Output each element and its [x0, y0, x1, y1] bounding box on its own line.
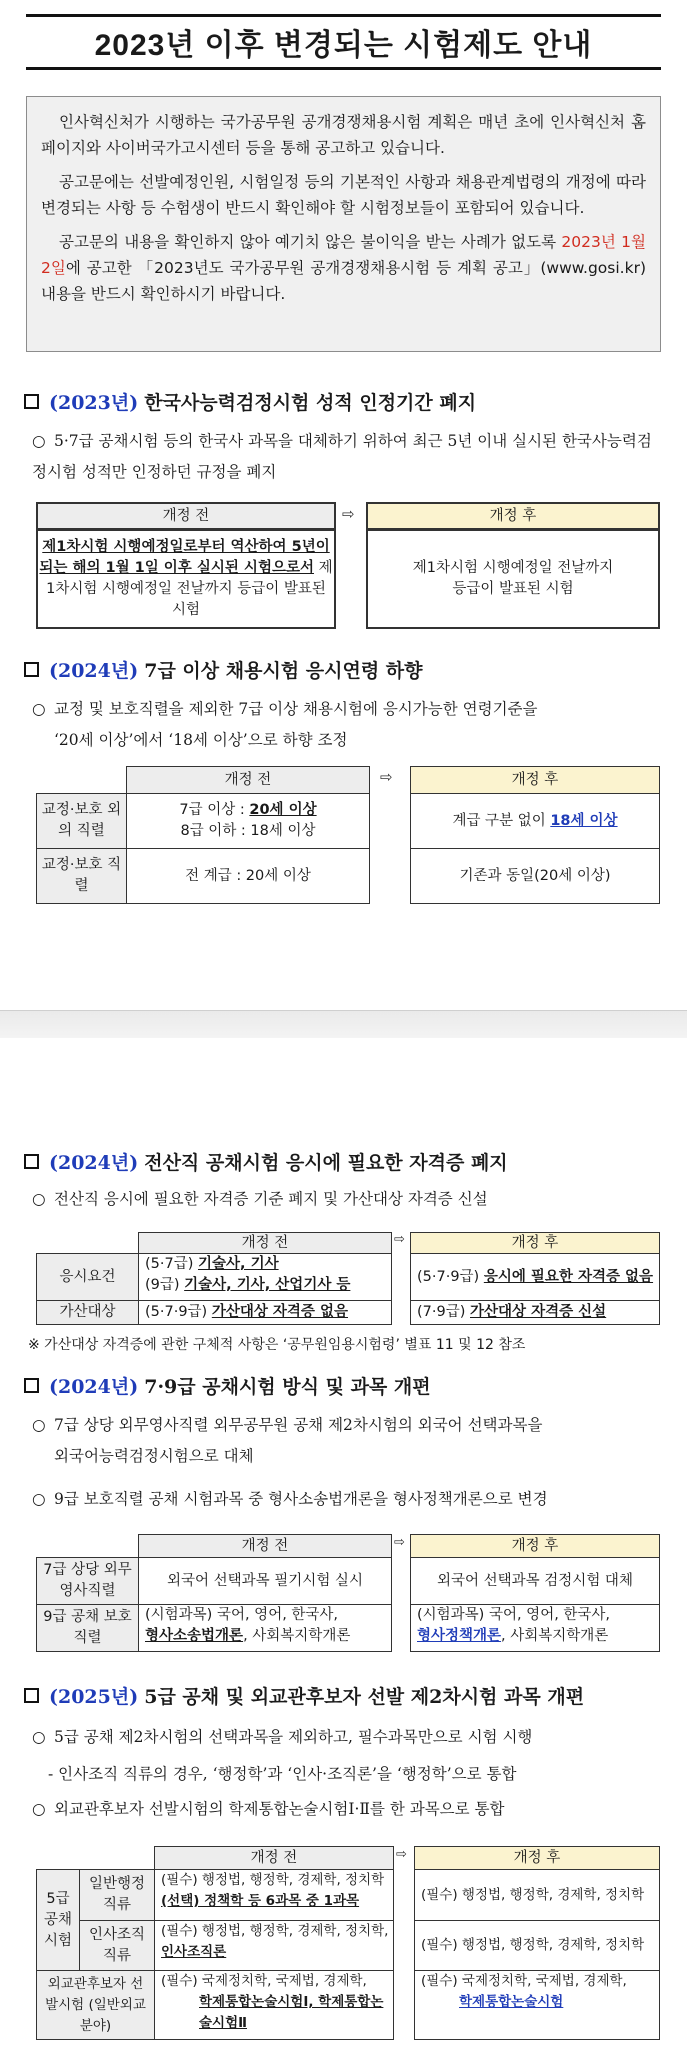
arrow-icon: ⇨ — [380, 768, 393, 786]
s5-row1-after: (필수) 행정법, 행정학, 경제학, 정치학 — [414, 1869, 660, 1921]
s3-after-header: 개정 후 — [410, 1232, 660, 1254]
section-heading-3: (2024년) 전산직 공채시험 응시에 필요한 자격증 폐지 — [24, 1148, 508, 1175]
section-3-bullet: ○ 전산직 응시에 필요한 자격증 기준 폐지 및 가산대상 자격증 신설 — [32, 1184, 664, 1215]
s5-row2-label: 인사조직 직류 — [79, 1920, 155, 1971]
s3-row1-before: (5·7급) 기술사, 기사 (9급) 기술사, 기사, 산업기사 등 — [138, 1253, 392, 1301]
circle-bullet-icon: ○ — [32, 1800, 46, 1818]
s4-row2-before: (시험과목) 국어, 영어, 한국사, 형사소송법개론, 사회복지학개론 — [138, 1604, 392, 1652]
arrow-icon: ⇨ — [396, 1847, 407, 1862]
page-separator — [0, 1010, 687, 1040]
s4-row1-after: 외국어 선택과목 검정시험 대체 — [410, 1557, 660, 1605]
s3-row1-after: (5·7·9급) 응시에 필요한 자격증 없음 — [410, 1253, 660, 1301]
notice-date: 2023년 1월 2일 — [41, 233, 646, 277]
s3-row2-after: (7·9급) 가산대상 자격증 신설 — [410, 1300, 660, 1325]
notice-paragraph-2: 공고문에는 선발예정인원, 시험일정 등의 기본적인 사항과 채용관계법령의 개정에 따라 변경되는 사항 등 수험생이 반드시 확인해야 할 시험정보들이 포함되어 있습니다. — [41, 173, 646, 217]
checkbox-square-icon — [24, 394, 39, 409]
s2-after-header: 개정 후 — [410, 766, 660, 794]
section-heading-4: (2024년) 7·9급 공채시험 방식 및 과목 개편 — [24, 1372, 431, 1399]
checkbox-square-icon — [24, 1378, 39, 1393]
s5-row3-label: 외교관후보자 선발시험 (일반외교 분야) — [36, 1970, 155, 2040]
s1-after-header: 개정 후 — [366, 502, 660, 530]
page-1 — [0, 0, 687, 1010]
section-4-bullet-1: ○ 7급 상당 외무영사직렬 외무공무원 공채 제2차시험의 외국어 선택과목을 외국어능력검정시험으로 대체 — [32, 1410, 664, 1472]
section-5-subitem: - 인사조직 직류의 경우, ‘행정학’과 ‘인사·조직론’을 ‘행정학’으로 통합 — [48, 1765, 517, 1783]
s4-before-header: 개정 전 — [138, 1534, 392, 1558]
s2-row2-label: 교정·보호 직렬 — [36, 848, 127, 904]
s2-row1-before: 7급 이상 : 20세 이상 8급 이하 : 18세 이상 — [126, 793, 370, 849]
s2-row1-label: 교정·보호 외의 직렬 — [36, 793, 127, 849]
s5-row1-before: (필수) 행정법, 행정학, 경제학, 정치학 (선택) 정책학 등 6과목 중 1과목 — [154, 1869, 394, 1921]
s5-before-header: 개정 전 — [154, 1846, 394, 1870]
s1-before-cell: 제1차시험 시행예정일로부터 역산하여 5년이 되는 해의 1월 1일 이후 실시된 시험으로서 제1차시험 시행예정일 전날까지 등급이 발표된 시험 — [36, 529, 336, 629]
notice-paragraph-1: 인사혁신처가 시행하는 국가공무원 공개경쟁채용시험 계획은 매년 초에 인사혁신처 홈페이지와 사이버국가고시센터 등을 통해 공고하고 있습니다. — [41, 113, 646, 157]
arrow-icon: ⇨ — [342, 505, 355, 523]
circle-bullet-icon: ○ — [32, 1190, 46, 1208]
circle-bullet-icon: ○ — [32, 1416, 46, 1434]
s5-group-label: 5급 공채 시험 — [36, 1869, 80, 1971]
document-title: 2023년 이후 변경되는 시험제도 안내 — [26, 14, 661, 70]
circle-bullet-icon: ○ — [32, 1728, 46, 1746]
circle-bullet-icon: ○ — [32, 700, 46, 718]
checkbox-square-icon — [24, 662, 39, 677]
notice-paragraph-3: 공고문의 내용을 확인하지 않아 예기치 않은 불이익을 받는 사례가 없도록 2023년 1월 2일에 공고한 「2023년도 국가공무원 공개경쟁채용시험 등 계획 공고」(www.gosi.kr) 내용을 반드시 확인하시기 바랍니다. — [41, 233, 646, 303]
s2-before-header: 개정 전 — [126, 766, 370, 794]
arrow-icon: ⇨ — [394, 1535, 405, 1550]
s5-row2-before: (필수) 행정법, 행정학, 경제학, 정치학, 인사조직론 — [154, 1920, 394, 1971]
section-heading-5: (2025년) 5급 공채 및 외교관후보자 선발 제2차시험 과목 개편 — [24, 1682, 584, 1709]
circle-bullet-icon: ○ — [32, 1490, 46, 1508]
section-1-bullet: ○ 5·7급 공채시험 등의 한국사 과목을 대체하기 위하여 최근 5년 이내 실시된 한국사능력검정시험 성적만 인정하던 규정을 폐지 — [32, 426, 664, 488]
s1-before-header: 개정 전 — [36, 502, 336, 530]
s5-row1-label: 일반행정 직류 — [79, 1869, 155, 1921]
s4-after-header: 개정 후 — [410, 1534, 660, 1558]
section-5-bullet-1: ○ 5급 공채 제2차시험의 선택과목을 제외하고, 필수과목만으로 시험 시행 — [32, 1722, 664, 1753]
s5-row2-after: (필수) 행정법, 행정학, 경제학, 정치학 — [414, 1920, 660, 1971]
section-heading-2: (2024년) 7급 이상 채용시험 응시연령 하향 — [24, 656, 423, 683]
s4-row2-after: (시험과목) 국어, 영어, 한국사, 형사정책개론, 사회복지학개론 — [410, 1604, 660, 1652]
arrow-icon: ⇨ — [394, 1232, 405, 1247]
circle-bullet-icon: ○ — [32, 432, 46, 450]
s2-row2-after: 기존과 동일(20세 이상) — [410, 848, 660, 904]
section-4-bullet-2: ○ 9급 보호직렬 공채 시험과목 중 형사소송법개론을 형사정책개론으로 변경 — [32, 1484, 664, 1515]
s2-row1-after: 계급 구분 없이 18세 이상 — [410, 793, 660, 849]
section-5-bullet-2: ○ 외교관후보자 선발시험의 학제통합논술시험Ⅰ·Ⅱ를 한 과목으로 통합 — [32, 1794, 664, 1825]
s3-row2-before: (5·7·9급) 가산대상 자격증 없음 — [138, 1300, 392, 1325]
s4-row2-label: 9급 공채 보호직렬 — [36, 1604, 139, 1652]
s4-row1-label: 7급 상당 외무영사직렬 — [36, 1557, 139, 1605]
s5-after-header: 개정 후 — [414, 1846, 660, 1870]
checkbox-square-icon — [24, 1154, 39, 1169]
section-heading-1: (2023년) 한국사능력검정시험 성적 인정기간 폐지 — [24, 388, 476, 415]
section-2-bullet: ○ 교정 및 보호직렬을 제외한 7급 이상 채용시험에 응시가능한 연령기준을 ‘20세 이상’에서 ‘18세 이상’으로 하향 조정 — [32, 694, 664, 756]
footnote: ※ 가산대상 자격증에 관한 구체적 사항은 ‘공무원임용시험령’ 별표 11 및 12 참조 — [28, 1337, 526, 1353]
checkbox-square-icon — [24, 1688, 39, 1703]
s3-row2-label: 가산대상 — [36, 1300, 139, 1325]
page-2 — [0, 1038, 687, 2072]
s5-row3-before: (필수) 국제정치학, 국제법, 경제학, 학제통합논술시험Ⅰ, 학제통합논술시험Ⅱ — [154, 1970, 394, 2040]
notice-box — [26, 96, 661, 352]
s5-row3-after: (필수) 국제정치학, 국제법, 경제학, 학제통합논술시험 — [414, 1970, 660, 2040]
s1-after-cell: 제1차시험 시행예정일 전날까지 등급이 발표된 시험 — [366, 529, 660, 629]
s2-row2-before: 전 계급 : 20세 이상 — [126, 848, 370, 904]
s3-before-header: 개정 전 — [138, 1232, 392, 1254]
s4-row1-before: 외국어 선택과목 필기시험 실시 — [138, 1557, 392, 1605]
s3-row1-label: 응시요건 — [36, 1253, 139, 1301]
